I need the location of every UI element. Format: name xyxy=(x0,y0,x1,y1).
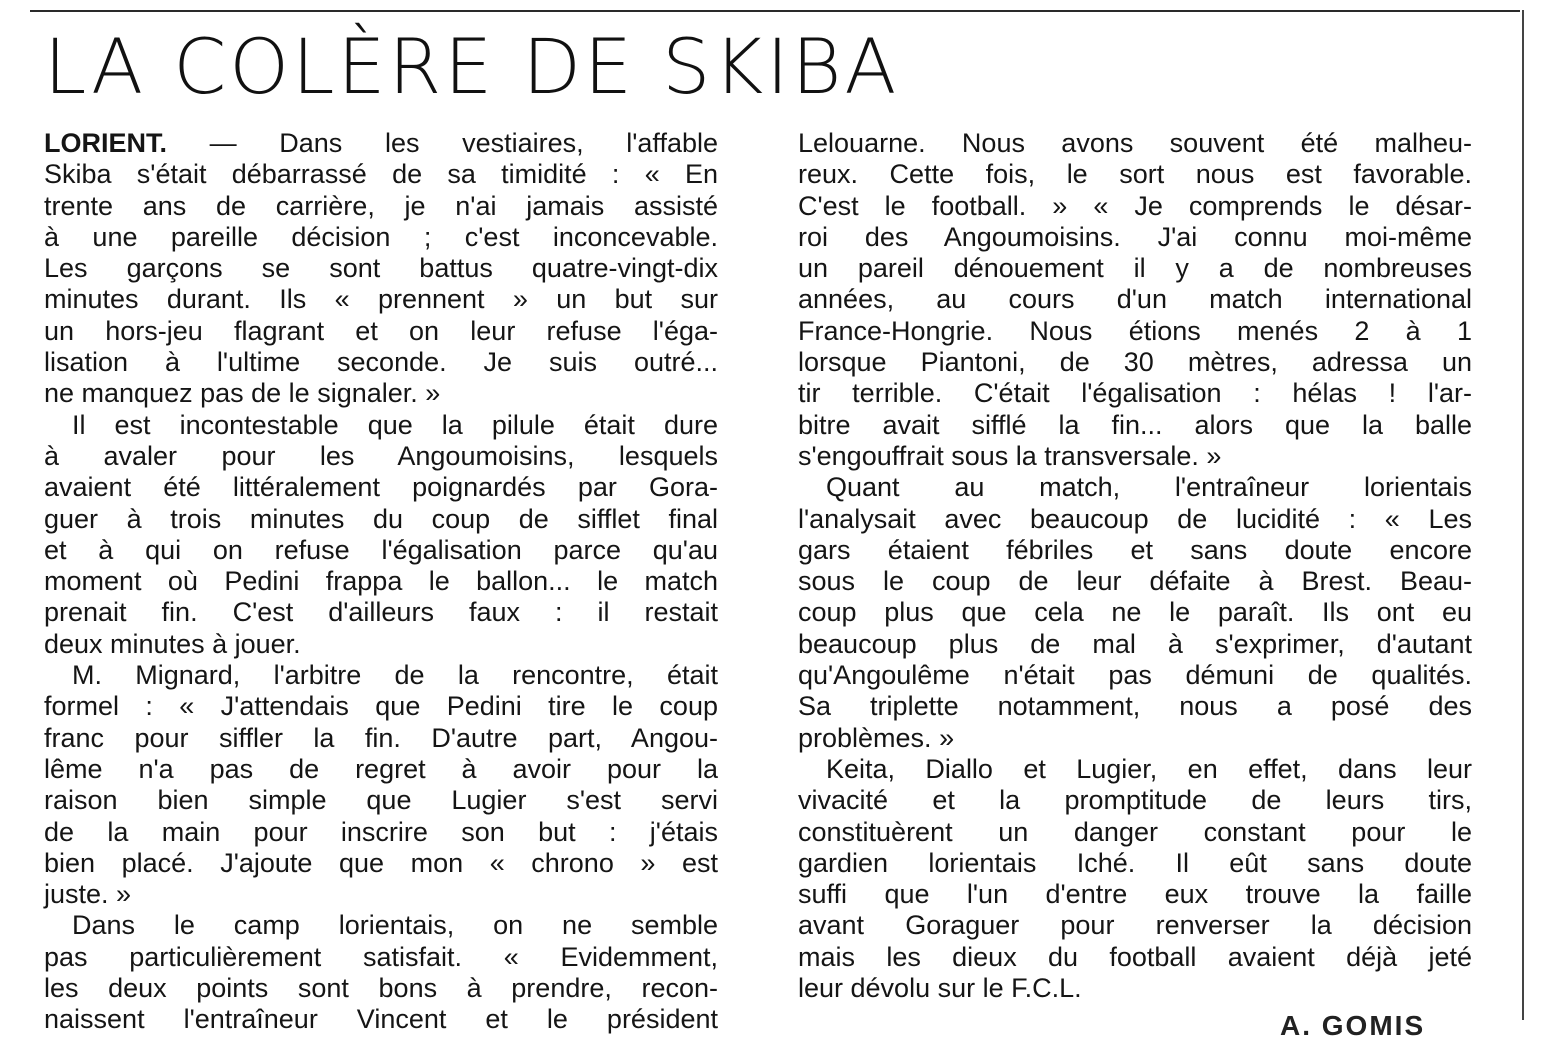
text-line: vivacité et la promptitude de leurs tirs, xyxy=(798,785,1472,816)
right-rule xyxy=(1522,10,1524,1020)
text-line: guer à trois minutes du coup de sifflet final xyxy=(44,503,718,534)
text-line: lême n'a pas de regret à avoir pour la xyxy=(44,753,718,784)
article-column-left xyxy=(44,128,718,1036)
text-line: M. Mignard, l'arbitre de la rencontre, était xyxy=(72,660,718,691)
text-line: minutes durant. Ils « prennent » un but sur xyxy=(44,284,718,315)
text-line: pas particulièrement satisfait. « Evidemment, xyxy=(44,941,718,972)
text-line: Il est incontestable que la pilule était dure xyxy=(72,409,718,440)
text-line: l'analysait avec beaucoup de lucidité : « Les xyxy=(798,503,1472,534)
text-line: leur dévolu sur le F.C.L. xyxy=(798,973,1082,1004)
text-line xyxy=(44,128,718,159)
byline: A. GOMIS xyxy=(1280,1010,1426,1041)
text-line: Sa triplette notamment, nous a posé des xyxy=(798,691,1472,722)
text-line: prenait fin. C'est d'ailleurs faux : il restait xyxy=(44,597,718,628)
text-line: C'est le football. » « Je comprends le désar- xyxy=(798,190,1472,221)
text-line: juste. » xyxy=(44,879,132,910)
top-rule xyxy=(30,10,1520,12)
text-line: roi des Angoumoisins. J'ai connu moi-même xyxy=(798,221,1472,252)
text-line: formel : « J'attendais que Pedini tire le coup xyxy=(44,691,718,722)
text-line: raison bien simple que Lugier s'est servi xyxy=(44,785,718,816)
text-line: qu'Angoulême n'était pas démuni de qualités. xyxy=(798,660,1472,691)
text-line: un pareil dénouement il y a de nombreuses xyxy=(798,253,1472,284)
text-line: s'engouffrait sous la transversale. » xyxy=(798,440,1222,471)
text-line: reux. Cette fois, le sort nous est favorable. xyxy=(798,159,1472,190)
text-line: Dans le camp lorientais, on ne semble xyxy=(72,910,718,941)
text-line: Skiba s'était débarrassé de sa timidité : « En xyxy=(44,159,718,190)
text-line: avaient été littéralement poignardés par Gora- xyxy=(44,472,718,503)
text-line: suffi que l'un d'entre eux trouve la faille xyxy=(798,879,1472,910)
text-line: mais les dieux du football avaient déjà jeté xyxy=(798,941,1472,972)
dateline: LORIENT. xyxy=(44,128,168,158)
text-line: de la main pour inscrire son but : j'étais xyxy=(44,816,718,847)
text-line: ne manquez pas de le signaler. » xyxy=(44,378,441,409)
text-line: un hors-jeu flagrant et on leur refuse l'éga- xyxy=(44,315,718,346)
text-line: années, au cours d'un match international xyxy=(798,284,1472,315)
article-column-right xyxy=(798,128,1472,1004)
text-line: France-Hongrie. Nous étions menés 2 à 1 xyxy=(798,315,1472,346)
text-line: à avaler pour les Angoumoisins, lesquels xyxy=(44,440,718,471)
text-line: problèmes. » xyxy=(798,722,955,753)
text-line: gardien lorientais Iché. Il eût sans doute xyxy=(798,847,1472,878)
text-line-content: — Dans les vestiaires, l'affable xyxy=(167,128,718,158)
text-line: moment où Pedini frappa le ballon... le match xyxy=(44,566,718,597)
text-line: beaucoup plus de mal à s'exprimer, d'autant xyxy=(798,628,1472,659)
article-headline: LA COLÈRE DE SKIBA xyxy=(44,22,900,111)
text-line: les deux points sont bons à prendre, recon- xyxy=(44,973,718,1004)
text-line: lorsque Piantoni, de 30 mètres, adressa un xyxy=(798,347,1472,378)
text-line: tir terrible. C'était l'égalisation : hélas ! l'ar- xyxy=(798,378,1472,409)
text-line: Quant au match, l'entraîneur lorientais xyxy=(826,472,1472,503)
text-line: avant Goraguer pour renverser la décision xyxy=(798,910,1472,941)
text-line: Les garçons se sont battus quatre-vingt-dix xyxy=(44,253,718,284)
text-line: lisation à l'ultime seconde. Je suis outré... xyxy=(44,347,718,378)
text-line: bitre avait sifflé la fin... alors que la balle xyxy=(798,409,1472,440)
text-line: coup plus que cela ne le paraît. Ils ont eu xyxy=(798,597,1472,628)
text-line: gars étaient fébriles et sans doute encore xyxy=(798,534,1472,565)
text-line: constituèrent un danger constant pour le xyxy=(798,816,1472,847)
text-line: naissent l'entraîneur Vincent et le président xyxy=(44,1004,718,1035)
text-line: franc pour siffler la fin. D'autre part, Angou- xyxy=(44,722,718,753)
text-line: deux minutes à jouer. xyxy=(44,628,301,659)
text-line: Lelouarne. Nous avons souvent été malheu- xyxy=(798,128,1472,158)
text-line: trente ans de carrière, je n'ai jamais assisté xyxy=(44,190,718,221)
text-line: à une pareille décision ; c'est inconcevable. xyxy=(44,221,718,252)
text-line: bien placé. J'ajoute que mon « chrono » est xyxy=(44,847,718,878)
text-line: sous le coup de leur défaite à Brest. Beau- xyxy=(798,566,1472,597)
text-line: Keita, Diallo et Lugier, en effet, dans leur xyxy=(826,753,1472,784)
text-line: et à qui on refuse l'égalisation parce qu'au xyxy=(44,534,718,565)
